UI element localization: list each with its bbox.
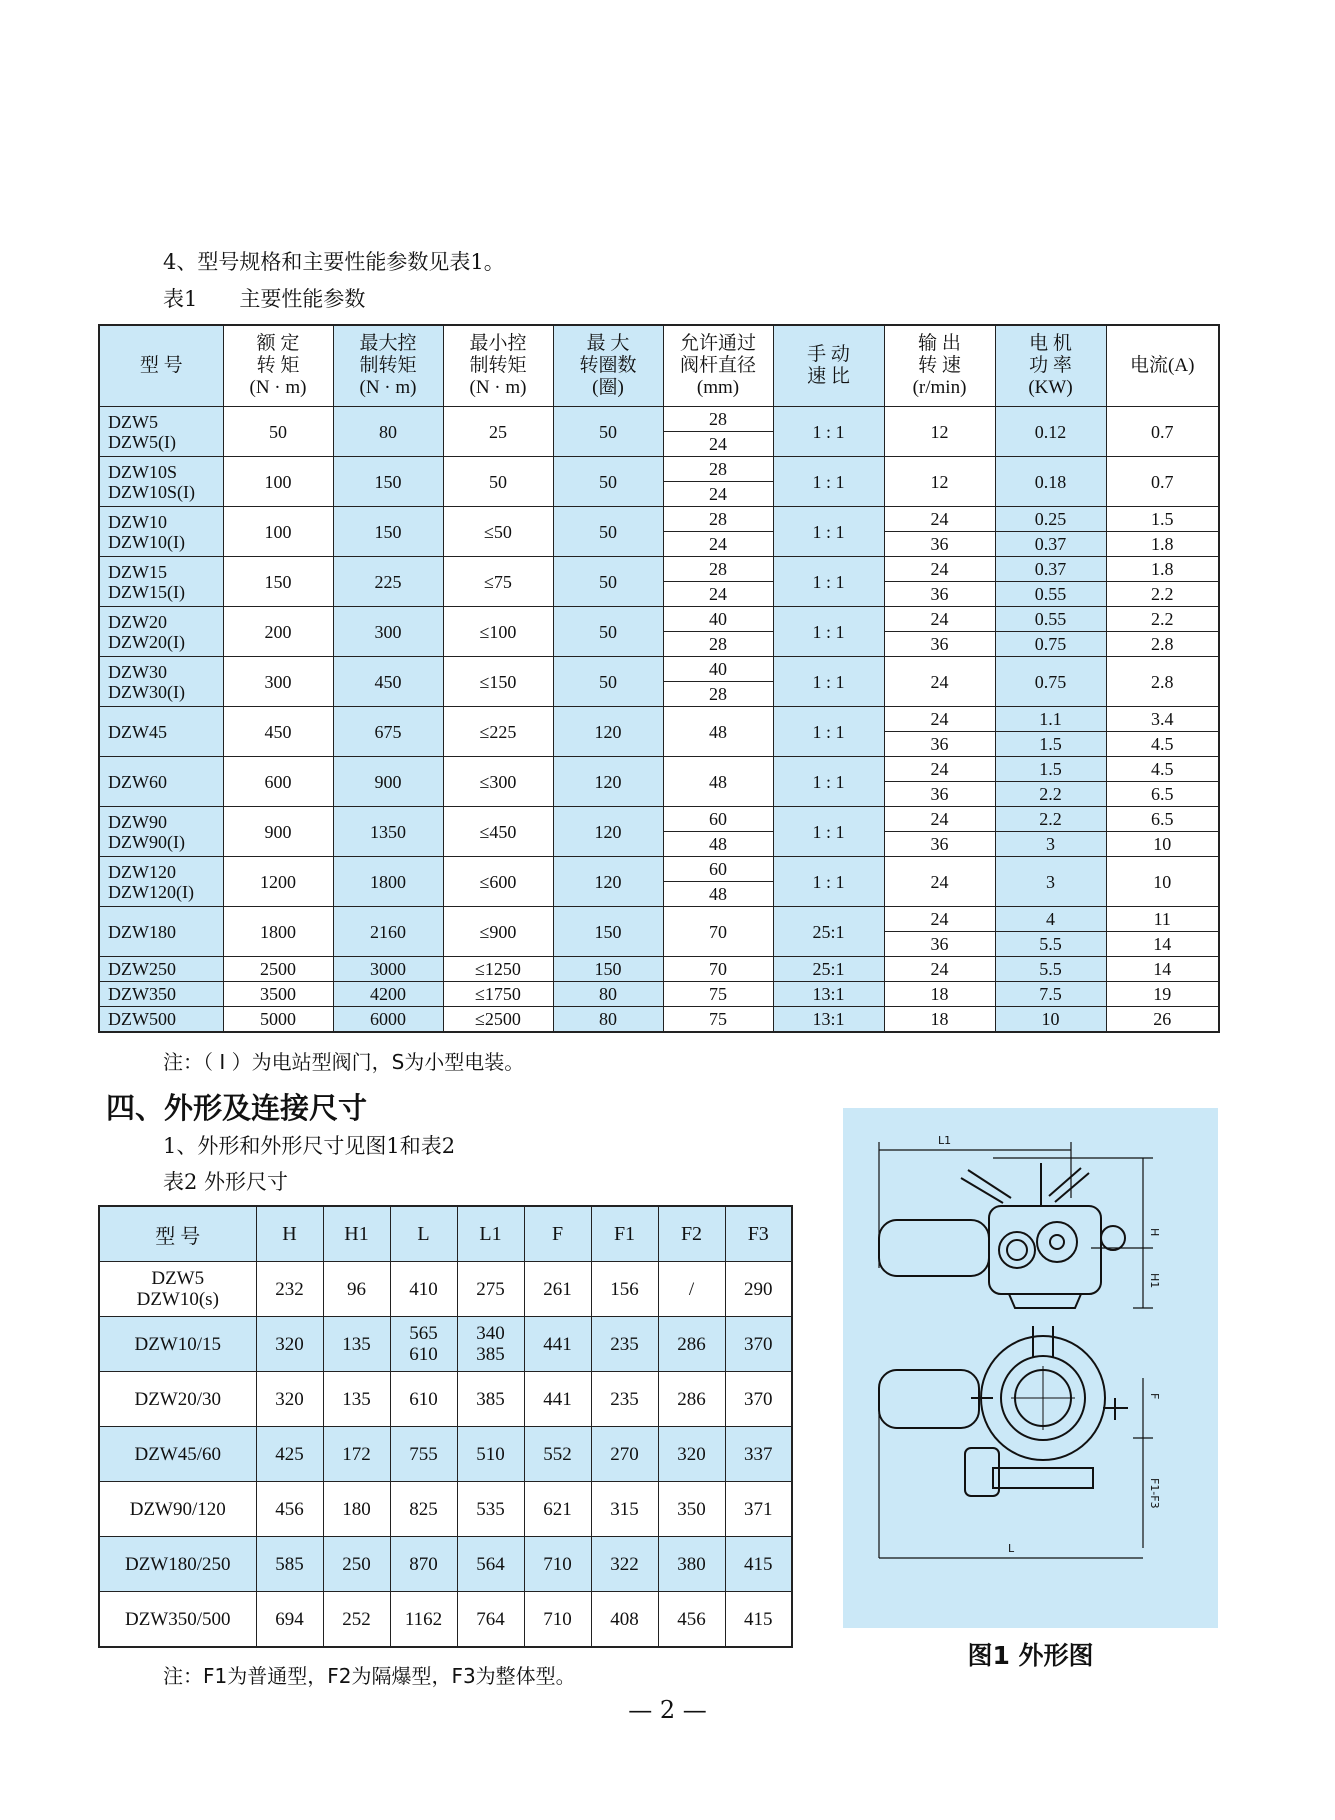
figure-caption: 图1 外形图 <box>967 1641 1094 1670</box>
model-cell: DZW10S DZW10S(I) <box>99 457 223 507</box>
stem-diameter-cell: 70 <box>663 957 773 982</box>
turns-cell: 80 <box>553 982 663 1007</box>
table2-header-row <box>99 1206 792 1262</box>
stem-diameter-cell: 75 <box>663 1007 773 1033</box>
speed-cell: 36 <box>884 582 995 607</box>
dimension-cell: DZW45/60 <box>99 1427 256 1482</box>
table1-header-cell: 电 机 功 率 (KW) <box>995 325 1106 407</box>
table2-header-cell: F <box>524 1206 591 1262</box>
stem-diameter-cell: 24 <box>663 582 773 607</box>
manual-ratio-cell: 1 : 1 <box>773 457 884 507</box>
stem-diameter-cell: 40 <box>663 657 773 682</box>
rated-torque-cell: 3500 <box>223 982 333 1007</box>
dimension-cell: 441 <box>524 1317 591 1372</box>
stem-diameter-cell: 48 <box>663 757 773 807</box>
dimension-cell: 370 <box>725 1372 792 1427</box>
current-cell: 2.2 <box>1106 607 1219 632</box>
dimension-cell: DZW20/30 <box>99 1372 256 1427</box>
manual-ratio-cell: 1 : 1 <box>773 657 884 707</box>
max-torque-cell: 4200 <box>333 982 443 1007</box>
power-cell: 0.37 <box>995 557 1106 582</box>
rated-torque-cell: 2500 <box>223 957 333 982</box>
turns-cell: 50 <box>553 507 663 557</box>
rated-torque-cell: 300 <box>223 657 333 707</box>
model-cell: DZW90 DZW90(I) <box>99 807 223 857</box>
dimension-cell: 250 <box>323 1537 390 1592</box>
min-torque-cell: ≤2500 <box>443 1007 553 1033</box>
speed-cell: 24 <box>884 807 995 832</box>
dimension-cell: 261 <box>524 1262 591 1317</box>
table2-header-cell: F3 <box>725 1206 792 1262</box>
power-cell: 3 <box>995 832 1106 857</box>
stem-diameter-cell: 24 <box>663 532 773 557</box>
dimension-cell: 235 <box>591 1317 658 1372</box>
current-cell: 2.8 <box>1106 657 1219 707</box>
rated-torque-cell: 5000 <box>223 1007 333 1033</box>
table-row <box>99 757 1219 782</box>
table-row <box>99 907 1219 932</box>
dimension-cell: 755 <box>390 1427 457 1482</box>
intro-text: 4、型号规格和主要性能参数见表1。 <box>163 250 505 274</box>
table-row <box>99 807 1219 832</box>
manual-ratio-cell: 1 : 1 <box>773 757 884 807</box>
table-row <box>99 1007 1219 1033</box>
dimension-cell: 510 <box>457 1427 524 1482</box>
table-row <box>99 457 1219 482</box>
max-torque-cell: 150 <box>333 507 443 557</box>
dimension-cell: 235 <box>591 1372 658 1427</box>
dimension-cell: 270 <box>591 1427 658 1482</box>
table1-note: 注：（ I ）为电站型阀门，S为小型电装。 <box>163 1050 525 1074</box>
stem-diameter-cell: 48 <box>663 832 773 857</box>
rated-torque-cell: 900 <box>223 807 333 857</box>
rated-torque-cell: 450 <box>223 707 333 757</box>
speed-cell: 24 <box>884 857 995 907</box>
turns-cell: 50 <box>553 657 663 707</box>
turns-cell: 80 <box>553 1007 663 1033</box>
performance-table <box>98 324 1220 1033</box>
stem-diameter-cell: 60 <box>663 807 773 832</box>
power-cell: 5.5 <box>995 957 1106 982</box>
table2-header-cell: H <box>256 1206 323 1262</box>
turns-cell: 50 <box>553 607 663 657</box>
current-cell: 11 <box>1106 907 1219 932</box>
manual-ratio-cell: 1 : 1 <box>773 857 884 907</box>
table-row <box>99 1317 792 1372</box>
table-row <box>99 1262 792 1317</box>
dimension-cell: DZW10/15 <box>99 1317 256 1372</box>
dimension-cell: 350 <box>658 1482 725 1537</box>
dimension-cell: 456 <box>658 1592 725 1648</box>
current-cell: 1.8 <box>1106 557 1219 582</box>
speed-cell: 24 <box>884 507 995 532</box>
table2-header-cell: H1 <box>323 1206 390 1262</box>
table1-caption: 表1 主要性能参数 <box>163 287 366 311</box>
dimension-cell: DZW5 DZW10(s) <box>99 1262 256 1317</box>
table-row <box>99 657 1219 682</box>
stem-diameter-cell: 24 <box>663 432 773 457</box>
model-cell: DZW30 DZW30(I) <box>99 657 223 707</box>
power-cell: 5.5 <box>995 932 1106 957</box>
power-cell: 0.37 <box>995 532 1106 557</box>
current-cell: 26 <box>1106 1007 1219 1033</box>
dimension-cell: 564 <box>457 1537 524 1592</box>
dimension-cell: DZW350/500 <box>99 1592 256 1648</box>
dimension-cell: 710 <box>524 1592 591 1648</box>
table-row <box>99 1592 792 1648</box>
section-line1: 1、外形和外形尺寸见图1和表2 <box>163 1134 456 1158</box>
table1-header-cell: 型 号 <box>99 325 223 407</box>
dimension-cell: DZW90/120 <box>99 1482 256 1537</box>
min-torque-cell: ≤600 <box>443 857 553 907</box>
dimension-cell: 135 <box>323 1372 390 1427</box>
speed-cell: 36 <box>884 932 995 957</box>
dimension-cell: 552 <box>524 1427 591 1482</box>
current-cell: 1.5 <box>1106 507 1219 532</box>
power-cell: 2.2 <box>995 782 1106 807</box>
dimension-cell: 1162 <box>390 1592 457 1648</box>
min-torque-cell: ≤300 <box>443 757 553 807</box>
page-number: — 2 — <box>628 1696 707 1724</box>
rated-torque-cell: 100 <box>223 457 333 507</box>
stem-diameter-cell: 28 <box>663 407 773 432</box>
dimension-cell: 870 <box>390 1537 457 1592</box>
power-cell: 1.1 <box>995 707 1106 732</box>
dimension-cell: 456 <box>256 1482 323 1537</box>
dim-l1-label: L1 <box>938 1134 952 1147</box>
manual-ratio-cell: 25:1 <box>773 907 884 957</box>
table2-caption: 表2 外形尺寸 <box>163 1170 289 1194</box>
dimension-cell: 340 385 <box>457 1317 524 1372</box>
dimension-cell: 96 <box>323 1262 390 1317</box>
stem-diameter-cell: 40 <box>663 607 773 632</box>
max-torque-cell: 1350 <box>333 807 443 857</box>
min-torque-cell: ≤50 <box>443 507 553 557</box>
current-cell: 4.5 <box>1106 732 1219 757</box>
stem-diameter-cell: 70 <box>663 907 773 957</box>
turns-cell: 120 <box>553 857 663 907</box>
dimension-cell: 156 <box>591 1262 658 1317</box>
min-torque-cell: 25 <box>443 407 553 457</box>
model-cell: DZW15 DZW15(I) <box>99 557 223 607</box>
current-cell: 0.7 <box>1106 407 1219 457</box>
turns-cell: 150 <box>553 907 663 957</box>
current-cell: 1.8 <box>1106 532 1219 557</box>
dim-h-label: H <box>1148 1228 1161 1237</box>
actuator-drawing <box>843 1108 1218 1628</box>
dimension-cell: 610 <box>390 1372 457 1427</box>
power-cell: 3 <box>995 857 1106 907</box>
dimension-cell: 275 <box>457 1262 524 1317</box>
turns-cell: 50 <box>553 457 663 507</box>
manual-ratio-cell: 13:1 <box>773 1007 884 1033</box>
dimension-cell: 410 <box>390 1262 457 1317</box>
current-cell: 19 <box>1106 982 1219 1007</box>
dimensions-table <box>98 1205 793 1648</box>
dimension-cell: 694 <box>256 1592 323 1648</box>
max-torque-cell: 80 <box>333 407 443 457</box>
model-cell: DZW250 <box>99 957 223 982</box>
speed-cell: 24 <box>884 557 995 582</box>
dimension-cell: 337 <box>725 1427 792 1482</box>
dimension-cell: 252 <box>323 1592 390 1648</box>
dimension-cell: 290 <box>725 1262 792 1317</box>
dimension-cell: 286 <box>658 1372 725 1427</box>
speed-cell: 36 <box>884 782 995 807</box>
dimension-cell: 322 <box>591 1537 658 1592</box>
model-cell: DZW5 DZW5(I) <box>99 407 223 457</box>
dimension-cell: 370 <box>725 1317 792 1372</box>
table1-header-cell: 输 出 转 速 (r/min) <box>884 325 995 407</box>
max-torque-cell: 3000 <box>333 957 443 982</box>
dimension-cell: 585 <box>256 1537 323 1592</box>
table2-header-cell: F2 <box>658 1206 725 1262</box>
current-cell: 6.5 <box>1106 807 1219 832</box>
max-torque-cell: 150 <box>333 457 443 507</box>
turns-cell: 120 <box>553 807 663 857</box>
power-cell: 7.5 <box>995 982 1106 1007</box>
dim-f1f3-label: F1-F3 <box>1148 1478 1161 1509</box>
table-row <box>99 1372 792 1427</box>
turns-cell: 50 <box>553 407 663 457</box>
table1-header-cell: 最 大 转圈数 (圈) <box>553 325 663 407</box>
power-cell: 0.75 <box>995 657 1106 707</box>
dimension-cell: 315 <box>591 1482 658 1537</box>
manual-ratio-cell: 1 : 1 <box>773 507 884 557</box>
power-cell: 0.75 <box>995 632 1106 657</box>
table-row <box>99 1482 792 1537</box>
table2-header-cell: 型 号 <box>99 1206 256 1262</box>
table-row <box>99 957 1219 982</box>
manual-ratio-cell: 1 : 1 <box>773 607 884 657</box>
power-cell: 1.5 <box>995 732 1106 757</box>
dimension-cell: 441 <box>524 1372 591 1427</box>
dimension-cell: 320 <box>256 1372 323 1427</box>
dimension-cell: 385 <box>457 1372 524 1427</box>
model-cell: DZW180 <box>99 907 223 957</box>
power-cell: 0.12 <box>995 407 1106 457</box>
manual-ratio-cell: 1 : 1 <box>773 807 884 857</box>
dim-f-label: F <box>1148 1393 1161 1400</box>
model-cell: DZW500 <box>99 1007 223 1033</box>
turns-cell: 120 <box>553 707 663 757</box>
current-cell: 6.5 <box>1106 782 1219 807</box>
manual-ratio-cell: 25:1 <box>773 957 884 982</box>
table-row <box>99 407 1219 432</box>
dimension-cell: 180 <box>323 1482 390 1537</box>
dimension-cell: 408 <box>591 1592 658 1648</box>
rated-torque-cell: 100 <box>223 507 333 557</box>
power-cell: 0.18 <box>995 457 1106 507</box>
model-cell: DZW45 <box>99 707 223 757</box>
min-torque-cell: ≤150 <box>443 657 553 707</box>
max-torque-cell: 900 <box>333 757 443 807</box>
rated-torque-cell: 1800 <box>223 907 333 957</box>
dimension-cell: DZW180/250 <box>99 1537 256 1592</box>
stem-diameter-cell: 48 <box>663 707 773 757</box>
table-row <box>99 557 1219 582</box>
dimension-cell: / <box>658 1262 725 1317</box>
dimension-cell: 172 <box>323 1427 390 1482</box>
stem-diameter-cell: 24 <box>663 482 773 507</box>
stem-diameter-cell: 28 <box>663 632 773 657</box>
dimension-cell: 565 610 <box>390 1317 457 1372</box>
speed-cell: 36 <box>884 832 995 857</box>
dimension-cell: 286 <box>658 1317 725 1372</box>
max-torque-cell: 300 <box>333 607 443 657</box>
dimension-cell: 415 <box>725 1592 792 1648</box>
current-cell: 10 <box>1106 832 1219 857</box>
dimension-cell: 825 <box>390 1482 457 1537</box>
min-torque-cell: ≤450 <box>443 807 553 857</box>
min-torque-cell: ≤1250 <box>443 957 553 982</box>
rated-torque-cell: 600 <box>223 757 333 807</box>
manual-ratio-cell: 1 : 1 <box>773 707 884 757</box>
section-heading: 四、外形及连接尺寸 <box>106 1091 368 1125</box>
rated-torque-cell: 200 <box>223 607 333 657</box>
turns-cell: 150 <box>553 957 663 982</box>
max-torque-cell: 2160 <box>333 907 443 957</box>
model-cell: DZW350 <box>99 982 223 1007</box>
current-cell: 0.7 <box>1106 457 1219 507</box>
table-row <box>99 857 1219 882</box>
power-cell: 0.25 <box>995 507 1106 532</box>
current-cell: 2.8 <box>1106 632 1219 657</box>
table2-header-cell: L1 <box>457 1206 524 1262</box>
table1-header-cell: 手 动 速 比 <box>773 325 884 407</box>
table1-header-cell: 允许通过 阀杆直径 (mm) <box>663 325 773 407</box>
speed-cell: 24 <box>884 907 995 932</box>
dimension-cell: 135 <box>323 1317 390 1372</box>
dimension-cell: 380 <box>658 1537 725 1592</box>
manual-ratio-cell: 13:1 <box>773 982 884 1007</box>
speed-cell: 36 <box>884 632 995 657</box>
model-cell: DZW60 <box>99 757 223 807</box>
dimension-cell: 535 <box>457 1482 524 1537</box>
current-cell: 10 <box>1106 857 1219 907</box>
speed-cell: 36 <box>884 532 995 557</box>
max-torque-cell: 6000 <box>333 1007 443 1033</box>
dimension-cell: 415 <box>725 1537 792 1592</box>
min-torque-cell: 50 <box>443 457 553 507</box>
stem-diameter-cell: 75 <box>663 982 773 1007</box>
speed-cell: 24 <box>884 607 995 632</box>
table-row <box>99 982 1219 1007</box>
speed-cell: 36 <box>884 732 995 757</box>
model-cell: DZW20 DZW20(I) <box>99 607 223 657</box>
stem-diameter-cell: 28 <box>663 682 773 707</box>
stem-diameter-cell: 28 <box>663 507 773 532</box>
speed-cell: 24 <box>884 707 995 732</box>
dimension-cell: 621 <box>524 1482 591 1537</box>
table2-note: 注：F1为普通型，F2为隔爆型，F3为整体型。 <box>163 1664 576 1688</box>
current-cell: 14 <box>1106 957 1219 982</box>
max-torque-cell: 450 <box>333 657 443 707</box>
table1-header-cell: 最小控 制转矩 (N · m) <box>443 325 553 407</box>
current-cell: 2.2 <box>1106 582 1219 607</box>
min-torque-cell: ≤100 <box>443 607 553 657</box>
manual-ratio-cell: 1 : 1 <box>773 407 884 457</box>
speed-cell: 24 <box>884 757 995 782</box>
current-cell: 14 <box>1106 932 1219 957</box>
dimension-cell: 371 <box>725 1482 792 1537</box>
model-cell: DZW10 DZW10(I) <box>99 507 223 557</box>
dim-l-label: L <box>1008 1542 1015 1555</box>
max-torque-cell: 225 <box>333 557 443 607</box>
power-cell: 4 <box>995 907 1106 932</box>
model-cell: DZW120 DZW120(I) <box>99 857 223 907</box>
outline-figure <box>843 1108 1218 1628</box>
stem-diameter-cell: 60 <box>663 857 773 882</box>
speed-cell: 24 <box>884 957 995 982</box>
manual-ratio-cell: 1 : 1 <box>773 557 884 607</box>
stem-diameter-cell: 28 <box>663 557 773 582</box>
power-cell: 0.55 <box>995 582 1106 607</box>
min-torque-cell: ≤75 <box>443 557 553 607</box>
stem-diameter-cell: 28 <box>663 457 773 482</box>
dim-h1-label: H1 <box>1148 1273 1161 1289</box>
power-cell: 2.2 <box>995 807 1106 832</box>
speed-cell: 18 <box>884 982 995 1007</box>
dimension-cell: 320 <box>256 1317 323 1372</box>
rated-torque-cell: 1200 <box>223 857 333 907</box>
speed-cell: 12 <box>884 407 995 457</box>
rated-torque-cell: 50 <box>223 407 333 457</box>
power-cell: 10 <box>995 1007 1106 1033</box>
power-cell: 0.55 <box>995 607 1106 632</box>
table2-header-cell: F1 <box>591 1206 658 1262</box>
table-row <box>99 507 1219 532</box>
turns-cell: 120 <box>553 757 663 807</box>
table-row <box>99 607 1219 632</box>
current-cell: 4.5 <box>1106 757 1219 782</box>
table1-header-cell: 电流(A) <box>1106 325 1219 407</box>
speed-cell: 12 <box>884 457 995 507</box>
max-torque-cell: 1800 <box>333 857 443 907</box>
table-row <box>99 707 1219 732</box>
stem-diameter-cell: 48 <box>663 882 773 907</box>
dimension-cell: 710 <box>524 1537 591 1592</box>
min-torque-cell: ≤1750 <box>443 982 553 1007</box>
dimension-cell: 320 <box>658 1427 725 1482</box>
min-torque-cell: ≤900 <box>443 907 553 957</box>
table1-header-cell: 额 定 转 矩 (N · m) <box>223 325 333 407</box>
dimension-cell: 764 <box>457 1592 524 1648</box>
dimension-cell: 232 <box>256 1262 323 1317</box>
speed-cell: 18 <box>884 1007 995 1033</box>
table1-header-row <box>99 325 1219 407</box>
turns-cell: 50 <box>553 557 663 607</box>
speed-cell: 24 <box>884 657 995 707</box>
min-torque-cell: ≤225 <box>443 707 553 757</box>
power-cell: 1.5 <box>995 757 1106 782</box>
current-cell: 3.4 <box>1106 707 1219 732</box>
max-torque-cell: 675 <box>333 707 443 757</box>
table2-header-cell: L <box>390 1206 457 1262</box>
rated-torque-cell: 150 <box>223 557 333 607</box>
table1-header-cell: 最大控 制转矩 (N · m) <box>333 325 443 407</box>
dimension-cell: 425 <box>256 1427 323 1482</box>
table-row <box>99 1537 792 1592</box>
table-row <box>99 1427 792 1482</box>
